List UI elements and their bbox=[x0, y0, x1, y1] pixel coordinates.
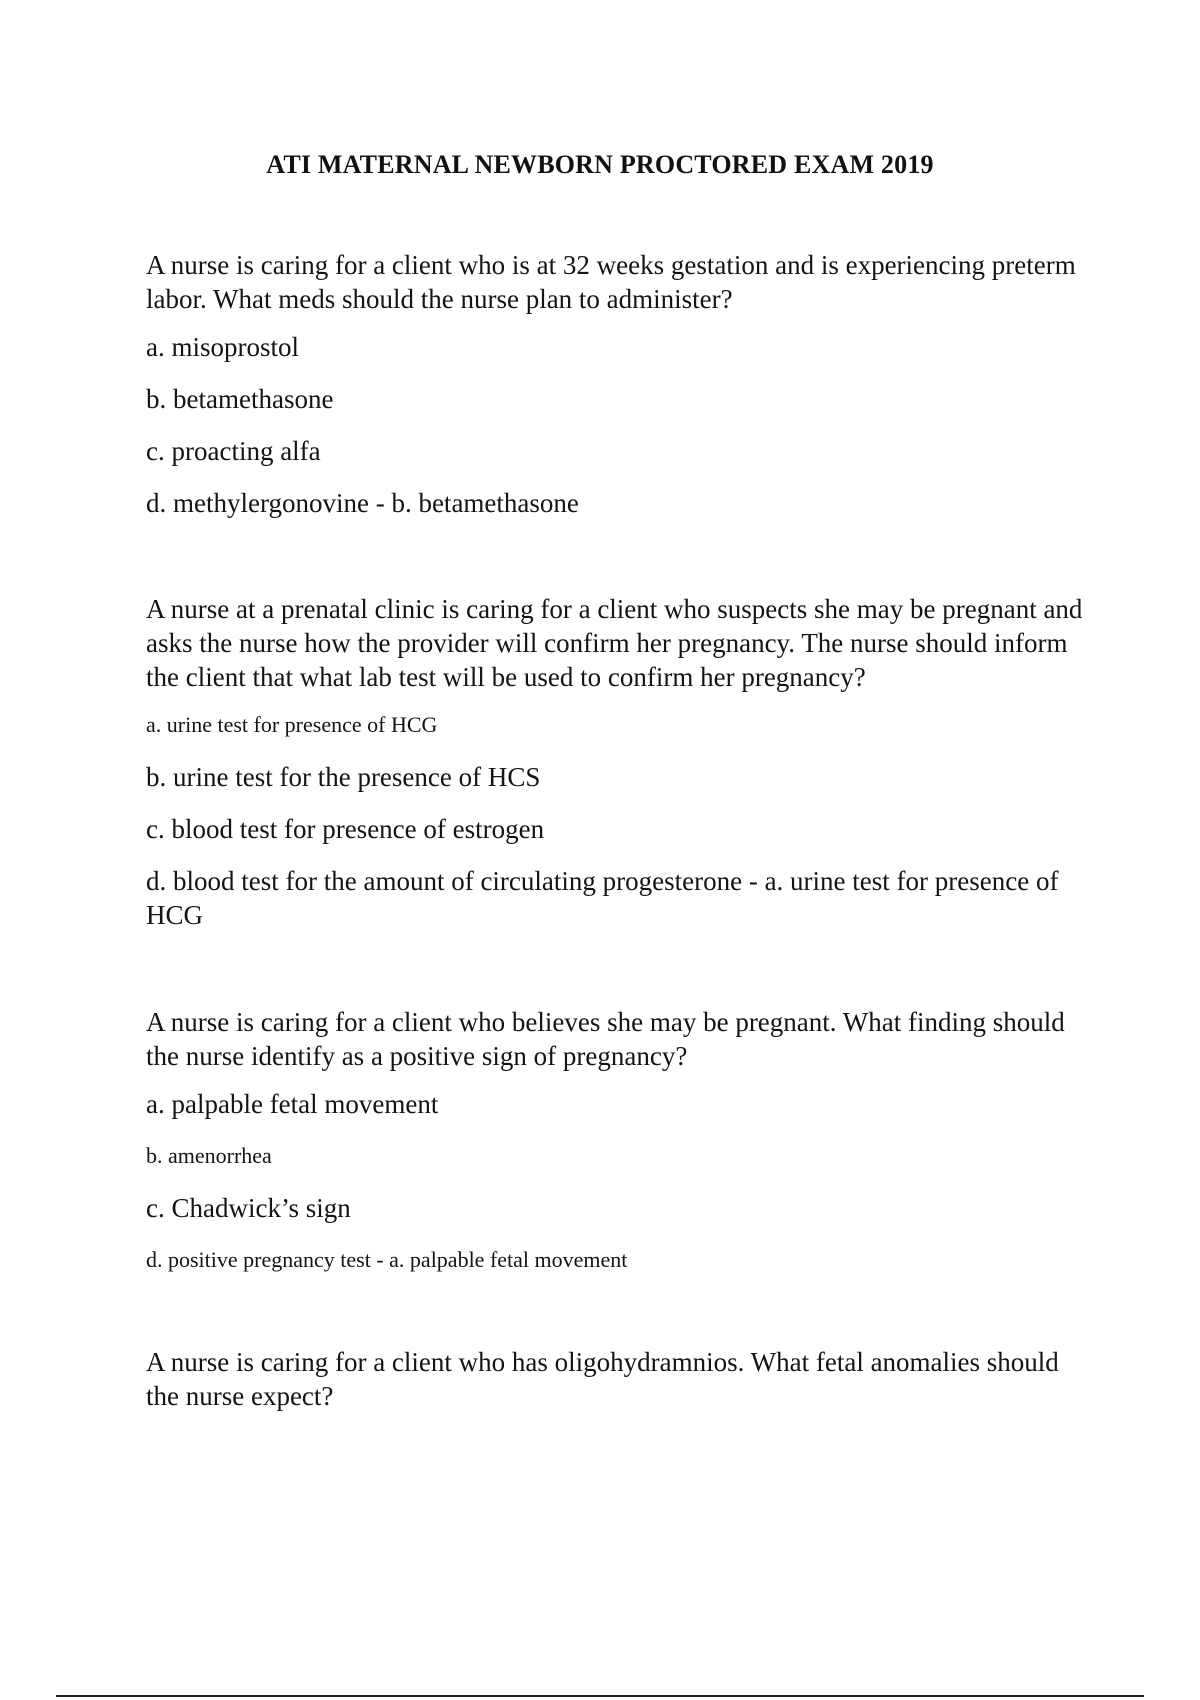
answer-option: b. amenorrhea bbox=[146, 1143, 272, 1168]
question-2 bbox=[146, 592, 1086, 950]
answer-option: c. Chadwick’s sign bbox=[146, 1193, 351, 1223]
answer-option: d. methylergonovine - b. betamethasone bbox=[146, 488, 579, 518]
question-4 bbox=[146, 1345, 1086, 1427]
answer-option: a. misoprostol bbox=[146, 332, 299, 362]
question-text: A nurse is caring for a client who has oligohydramnios. What fetal anomalies should the nurse expect? bbox=[146, 1347, 1059, 1411]
answer-option: c. blood test for presence of estrogen bbox=[146, 814, 545, 844]
question-1 bbox=[146, 248, 1086, 538]
answer-option: c. proacting alfa bbox=[146, 436, 321, 466]
question-text: A nurse is caring for a client who believes she may be pregnant. What finding should the nurse identify as a positive sign of pregnancy? bbox=[146, 1007, 1065, 1071]
answer-option: d. blood test for the amount of circulating progesterone - a. urine test for presence of HCG bbox=[146, 866, 1059, 930]
answer-option: b. urine test for the presence of HCS bbox=[146, 762, 541, 792]
question-text: A nurse at a prenatal clinic is caring for a client who suspects she may be pregnant and asks the nurse how the provider will confirm her pregnancy. The nurse should inform the client that what lab test will be used to confirm her pregnancy? bbox=[146, 594, 1083, 692]
question-3 bbox=[146, 1005, 1086, 1295]
answer-option: a. urine test for presence of HCG bbox=[146, 712, 438, 737]
question-text: A nurse is caring for a client who is at 32 weeks gestation and is experiencing preterm labor. What meds should the nurse plan to administer? bbox=[146, 250, 1076, 314]
answer-option: a. palpable fetal movement bbox=[146, 1089, 439, 1119]
page-bottom-divider bbox=[56, 1695, 1144, 1697]
answer-option: d. positive pregnancy test - a. palpable fetal movement bbox=[146, 1247, 628, 1272]
answer-option: b. betamethasone bbox=[146, 384, 334, 414]
page-title: ATI MATERNAL NEWBORN PROCTORED EXAM 2019 bbox=[266, 150, 934, 179]
